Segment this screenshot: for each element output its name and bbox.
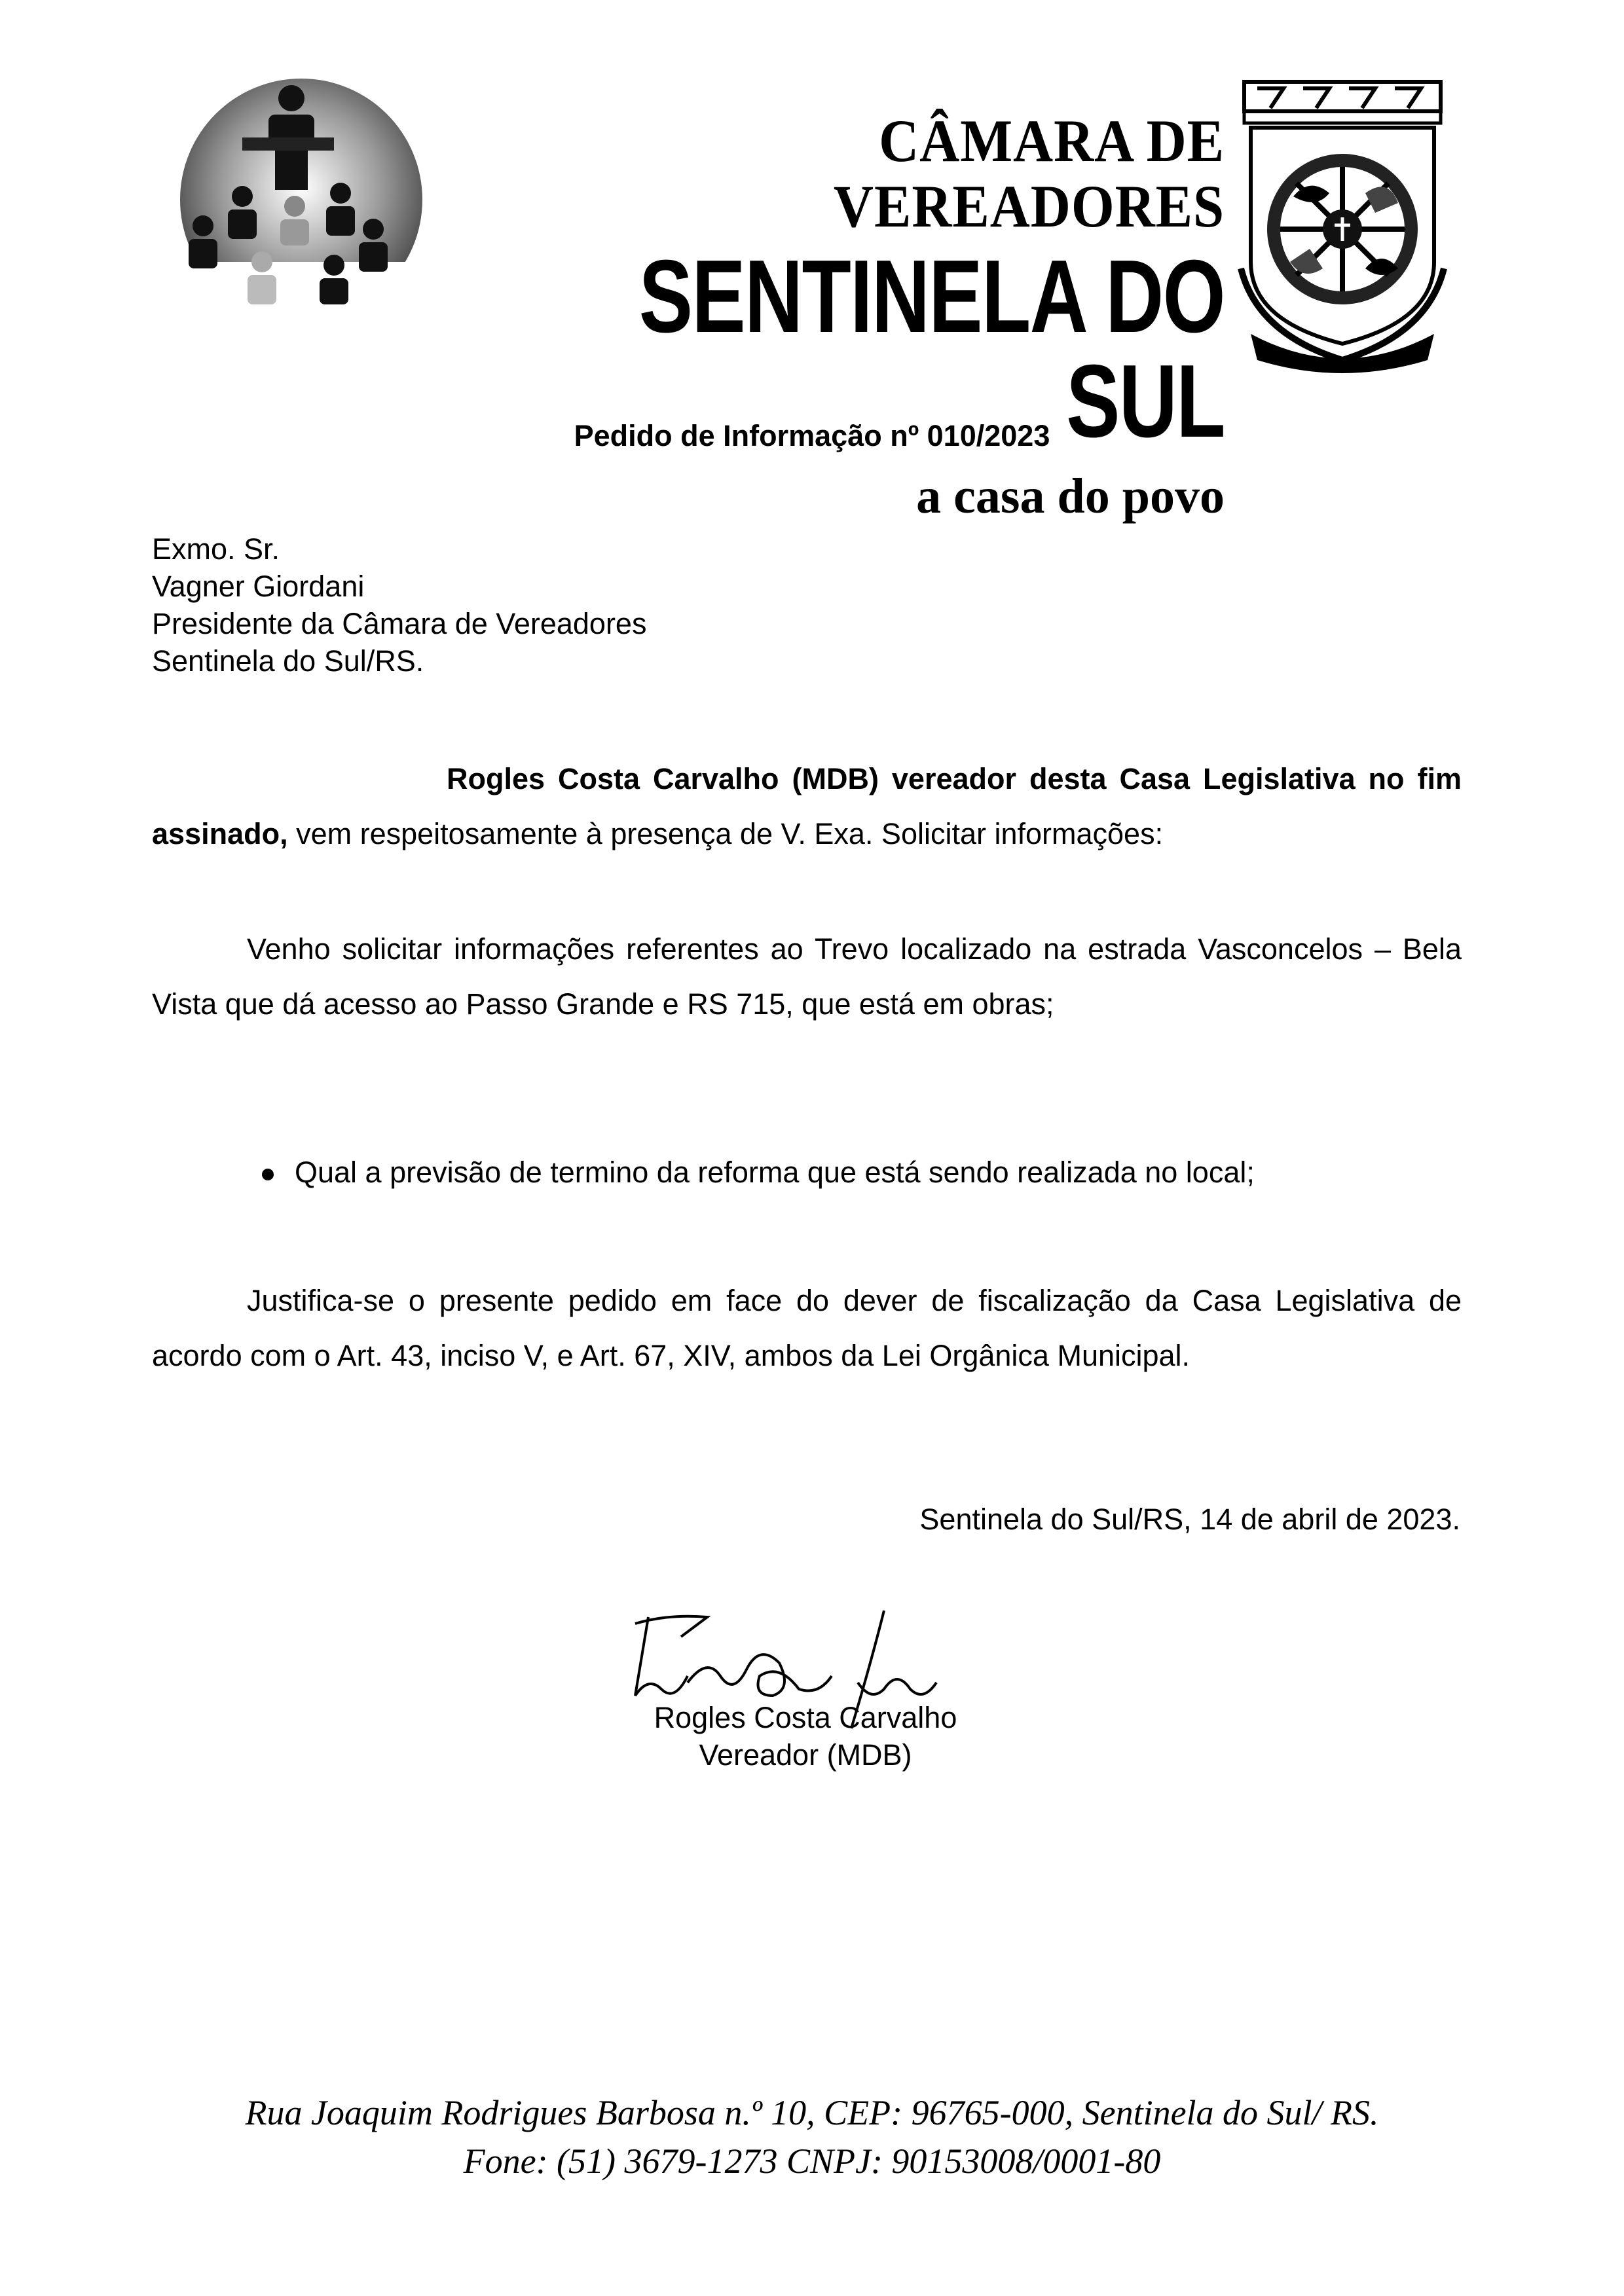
bullet-icon	[262, 1169, 274, 1180]
municipal-coat-of-arms-icon	[1231, 72, 1454, 386]
institution-name-line1: CÂMARA DE VEREADORES	[833, 107, 1225, 240]
assembly-people-icon	[164, 65, 439, 340]
date-line: Sentinela do Sul/RS, 14 de abril de 2023.	[919, 1503, 1460, 1536]
footer-contact: Fone: (51) 3679-1273 CNPJ: 90153008/0001-80	[463, 2141, 1161, 2181]
footer	[0, 2088, 1624, 2185]
document-title: Pedido de Informação nº 010/2023	[574, 419, 1050, 452]
institution-name-line2: SENTINELA DO SUL	[638, 239, 1225, 459]
recipient-name: Vagner Giordani	[152, 570, 365, 603]
recipient-role: Presidente da Câmara de Vereadores	[152, 607, 647, 640]
bullet-text: Qual a previsão de termino da reforma que está sendo realizada no local;	[295, 1156, 1255, 1189]
institution-slogan: a casa do povo	[916, 469, 1225, 524]
justification-paragraph: Justifica-se o presente pedido em face do dever de fiscalização da Casa Legislativa de acordo com o Art. 43, inciso V, e Art. 67, XIV, ambos da Lei Orgânica Municipal.	[152, 1284, 1462, 1372]
intro-bold-text: Rogles Costa Carvalho (MDB) vereador desta Casa Legislativa no fim assinado,	[152, 762, 1462, 850]
intro-paragraph	[152, 752, 1462, 862]
signer-block	[629, 1699, 982, 1774]
request-paragraph: Venho solicitar informações referentes ao Trevo localizado na estrada Vasconcelos – Bela Vista que dá acesso ao Passo Grande e RS 715, que está em obras;	[152, 932, 1462, 1021]
intro-rest-text: vem respeitosamente à presença de V. Exa. Solicitar informações:	[287, 817, 1164, 850]
institution-title	[458, 108, 1225, 526]
recipient-block	[152, 530, 646, 680]
signer-role: Vereador (MDB)	[699, 1738, 912, 1772]
footer-address: Rua Joaquim Rodrigues Barbosa n.º 10, CEP: 96765-000, Sentinela do Sul/ RS.	[245, 2093, 1379, 2132]
request-bullet-item	[295, 1156, 1255, 1190]
signer-name: Rogles Costa Carvalho	[654, 1701, 957, 1734]
recipient-place: Sentinela do Sul/RS.	[152, 644, 424, 678]
recipient-salutation: Exmo. Sr.	[152, 532, 280, 566]
